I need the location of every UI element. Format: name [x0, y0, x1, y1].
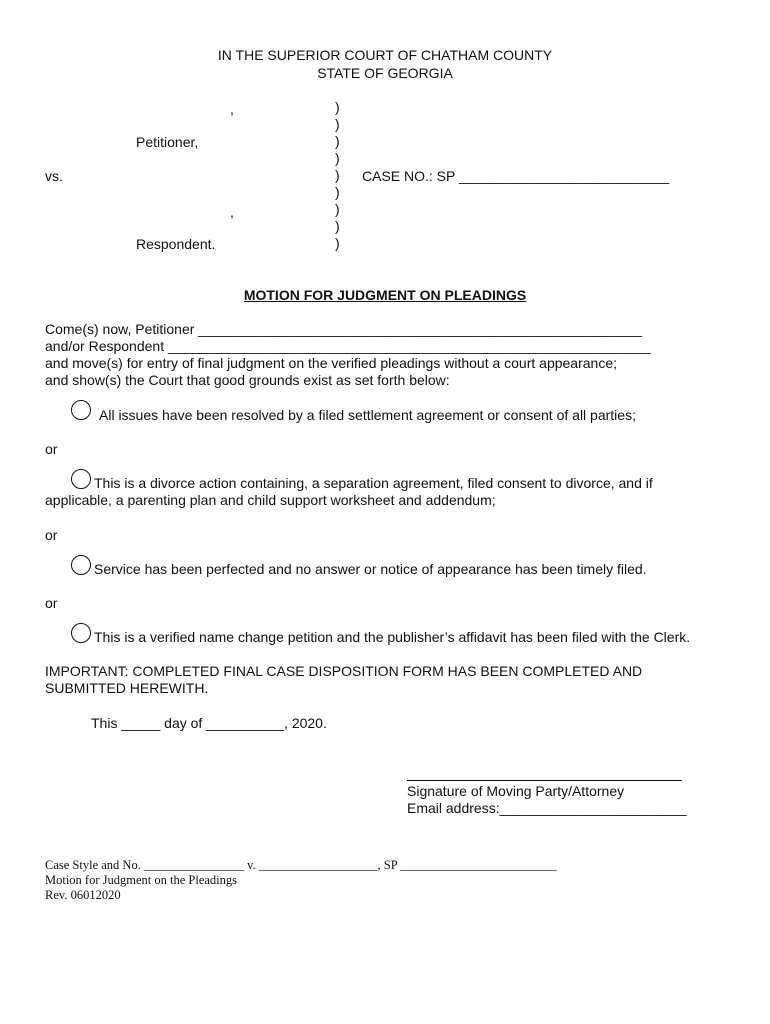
caption-paren: ) [335, 201, 340, 217]
option-name-change-radio[interactable] [71, 623, 91, 643]
important-notice: IMPORTANT: COMPLETED FINAL CASE DISPOSITION FORM HAS BEEN COMPLETED AND [45, 663, 643, 679]
or-separator: or [45, 595, 58, 611]
respondent-name-field[interactable]: and/or Respondent ______________________________________________________________ [45, 338, 651, 354]
option-name-change-label: This is a verified name change petition and the publisher’s affidavit has been filed with the Clerk. [94, 629, 691, 645]
motion-title: MOTION FOR JUDGMENT ON PLEADINGS [243, 287, 527, 303]
option-service-label: Service has been perfected and no answer or notice of appearance has been timely filed. [94, 561, 647, 577]
option-service-radio[interactable] [71, 555, 91, 575]
option-divorce-radio[interactable] [71, 469, 91, 489]
signature-line[interactable] [407, 780, 682, 781]
caption-paren: ) [335, 150, 340, 166]
signature-label: Signature of Moving Party/Attorney [407, 783, 625, 799]
court-heading: IN THE SUPERIOR COURT OF CHATHAM COUNTY [217, 47, 553, 63]
body-text: and move(s) for entry of final judgment on the verified pleadings without a court appearance; [45, 355, 617, 371]
caption-paren: ) [335, 235, 340, 251]
vs-label: vs. [45, 168, 63, 184]
or-separator: or [45, 527, 58, 543]
caption-paren: ) [335, 184, 340, 200]
option-divorce-label: This is a divorce action containing, a separation agreement, filed consent to divorce, and if [94, 475, 653, 491]
body-text: and show(s) the Court that good grounds exist as set forth below: [45, 372, 450, 388]
caption-paren: ) [335, 167, 340, 183]
important-notice-cont: SUBMITTED HEREWITH. [45, 680, 209, 696]
petitioner-comma: , [230, 101, 234, 117]
option-divorce-label-cont: applicable, a parenting plan and child support worksheet and addendum; [45, 492, 496, 508]
date-line[interactable]: This _____ day of __________, 2020. [91, 715, 327, 731]
respondent-comma: , [230, 204, 234, 220]
caption-paren: ) [335, 99, 340, 115]
option-settlement-label: All issues have been resolved by a filed settlement agreement or consent of all parties; [99, 407, 636, 423]
option-settlement-radio[interactable] [71, 400, 91, 420]
or-separator: or [45, 441, 58, 457]
petitioner-name-field[interactable]: Come(s) now, Petitioner _________________________________________________________ [45, 321, 643, 337]
footer-case-style[interactable]: Case Style and No. ________________ v. ___________________, SP _________________________ [45, 858, 557, 872]
caption-paren: ) [335, 116, 340, 132]
caption-paren: ) [335, 133, 340, 149]
footer-form-name: Motion for Judgment on the Pleadings [45, 873, 237, 887]
footer-revision: Rev. 06012020 [45, 888, 121, 902]
petitioner-label: Petitioner, [136, 134, 199, 150]
case-number-field[interactable]: CASE NO.: SP ___________________________ [362, 168, 670, 184]
caption-paren: ) [335, 218, 340, 234]
state-heading: STATE OF GEORGIA [317, 65, 453, 81]
respondent-label: Respondent. [136, 236, 216, 252]
email-field[interactable]: Email address:________________________ [407, 800, 687, 816]
